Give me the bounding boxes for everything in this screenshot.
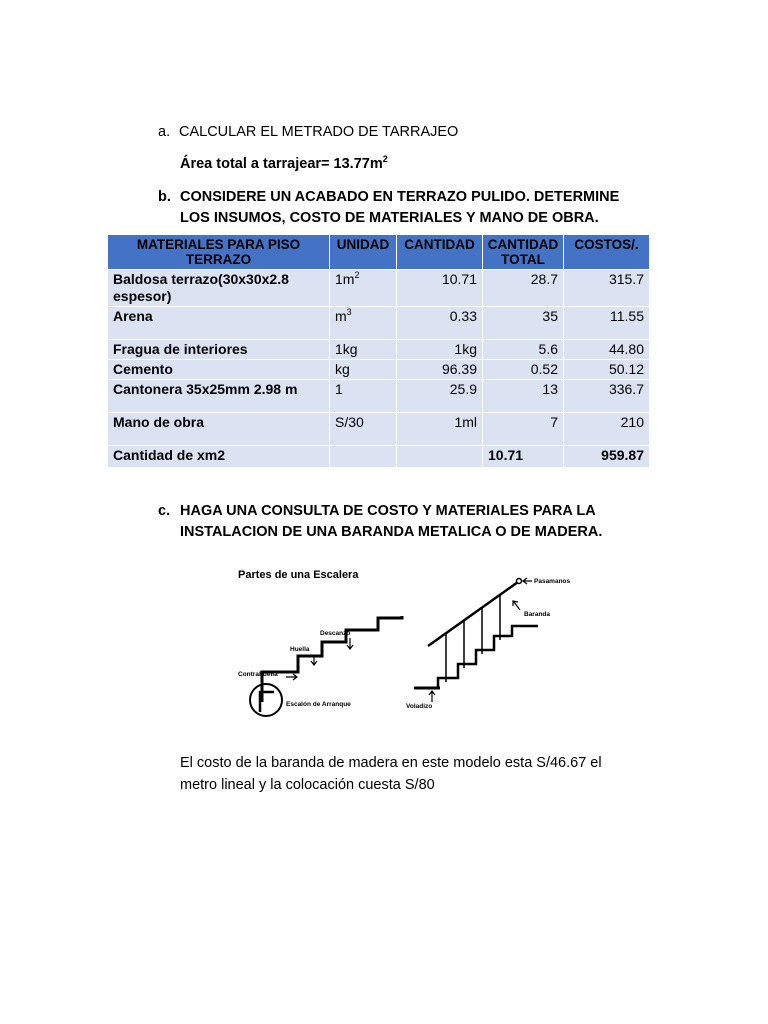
footer-total: 10.71 [483, 446, 564, 468]
area-total [180, 154, 388, 172]
footer-empty [330, 446, 397, 468]
item-a [158, 124, 458, 140]
item-a-text: CALCULAR EL METRADO DE TARRAJEO [179, 124, 459, 140]
item-c-label: c. [158, 503, 171, 519]
cell-cantidad: 1ml [397, 413, 483, 446]
cell-costo: 11.55 [564, 307, 650, 340]
cell-material: Arena [108, 307, 330, 340]
table-row [108, 380, 650, 413]
cell-cantidad: 0.33 [397, 307, 483, 340]
item-c-text: HAGA UNA CONSULTA DE COSTO Y MATERIALES PARA LA INSTALACION DE UNA BARANDA METALICA O DE MADERA. [180, 503, 603, 540]
footer-costo: 959.87 [564, 446, 650, 468]
cell-total: 28.7 [483, 270, 564, 307]
cell-cantidad: 96.39 [397, 360, 483, 380]
cell-costo: 210 [564, 413, 650, 446]
label-contrahuella: Contrahuella [238, 671, 278, 678]
cell-material: Cantonera 35x25mm 2.98 m [108, 380, 330, 413]
cell-unidad: $m^3$ [330, 307, 397, 340]
cell-total: 7 [483, 413, 564, 446]
area-total-text: Área total a tarrajear= 13.77m [180, 156, 383, 172]
label-descanzo: Descanzo [320, 630, 351, 637]
stair-parts-figure [228, 560, 588, 730]
cell-unidad: S/30 [330, 413, 397, 446]
label-baranda: Baranda [524, 611, 551, 618]
cell-unidad: 1 [330, 380, 397, 413]
cell-material: Cemento [108, 360, 330, 380]
figure-title: Partes de una Escalera [238, 569, 359, 581]
arrow-pasamanos [523, 578, 532, 584]
footer-label: Cantidad de xm2 [108, 446, 330, 468]
table-row [108, 307, 650, 340]
cell-costo: 50.12 [564, 360, 650, 380]
item-a-label: a. [158, 124, 171, 140]
footer-empty [397, 446, 483, 468]
label-escalon: Escalón de Arranque [286, 701, 351, 708]
stair-profile-right [420, 626, 538, 688]
item-b [158, 187, 650, 229]
header-unidad: UNIDAD [330, 235, 397, 270]
cell-unidad: kg [330, 360, 397, 380]
materials-table [107, 234, 650, 468]
table-row [108, 270, 650, 307]
cell-material: Mano de obra [108, 413, 330, 446]
arrow-baranda [513, 601, 520, 610]
item-b-label: b. [158, 189, 171, 205]
balusters [446, 595, 500, 682]
escalon-circle [250, 684, 282, 716]
table-row [108, 360, 650, 380]
item-b-text: CONSIDERE UN ACABADO EN TERRAZO PULIDO. DETERMINE LOS INSUMOS, COSTO DE MATERIALES Y MANO DE OBRA. [180, 189, 620, 226]
cell-cantidad: 1kg [397, 340, 483, 360]
header-material: MATERIALES PARA PISO TERRAZO [108, 235, 330, 270]
label-voladizo: Voladizo [406, 703, 433, 710]
cell-costo: 336.7 [564, 380, 650, 413]
cell-cantidad: 25.9 [397, 380, 483, 413]
arrow-voladizo [429, 691, 435, 702]
area-total-sup: 2 [382, 154, 388, 164]
table-header-row [108, 235, 650, 270]
cell-total: 5.6 [483, 340, 564, 360]
cell-total: 13 [483, 380, 564, 413]
label-pasamanos: Pasamanos [534, 578, 571, 585]
label-huella: Huella [290, 646, 310, 653]
stair-diagram [228, 560, 588, 730]
cell-unidad: $1m^2$ [330, 270, 397, 307]
cell-material: Fragua de interiores [108, 340, 330, 360]
cell-total: 35 [483, 307, 564, 340]
table-row [108, 340, 650, 360]
cell-material: Baldosa terrazo(30x30x2.8 espesor) [108, 270, 330, 307]
header-cantidad: CANTIDAD [397, 235, 483, 270]
stair-profile-left [262, 616, 402, 702]
cell-costo: 315.7 [564, 270, 650, 307]
table-row [108, 413, 650, 446]
cell-cantidad: 10.71 [397, 270, 483, 307]
arrow-descanzo [347, 638, 353, 649]
arrow-contrahuella [286, 674, 297, 680]
cell-total: 0.52 [483, 360, 564, 380]
item-c [158, 501, 650, 543]
cell-costo: 44.80 [564, 340, 650, 360]
header-cantidad-total: CANTIDAD TOTAL [483, 235, 564, 270]
table-footer-row [108, 446, 650, 468]
cell-unidad: 1kg [330, 340, 397, 360]
header-costos: COSTOS/. [564, 235, 650, 270]
baranda-cost-paragraph: El costo de la baranda de madera en este modelo esta S/46.67 el metro lineal y la colocación cuesta S/80 [180, 755, 602, 793]
